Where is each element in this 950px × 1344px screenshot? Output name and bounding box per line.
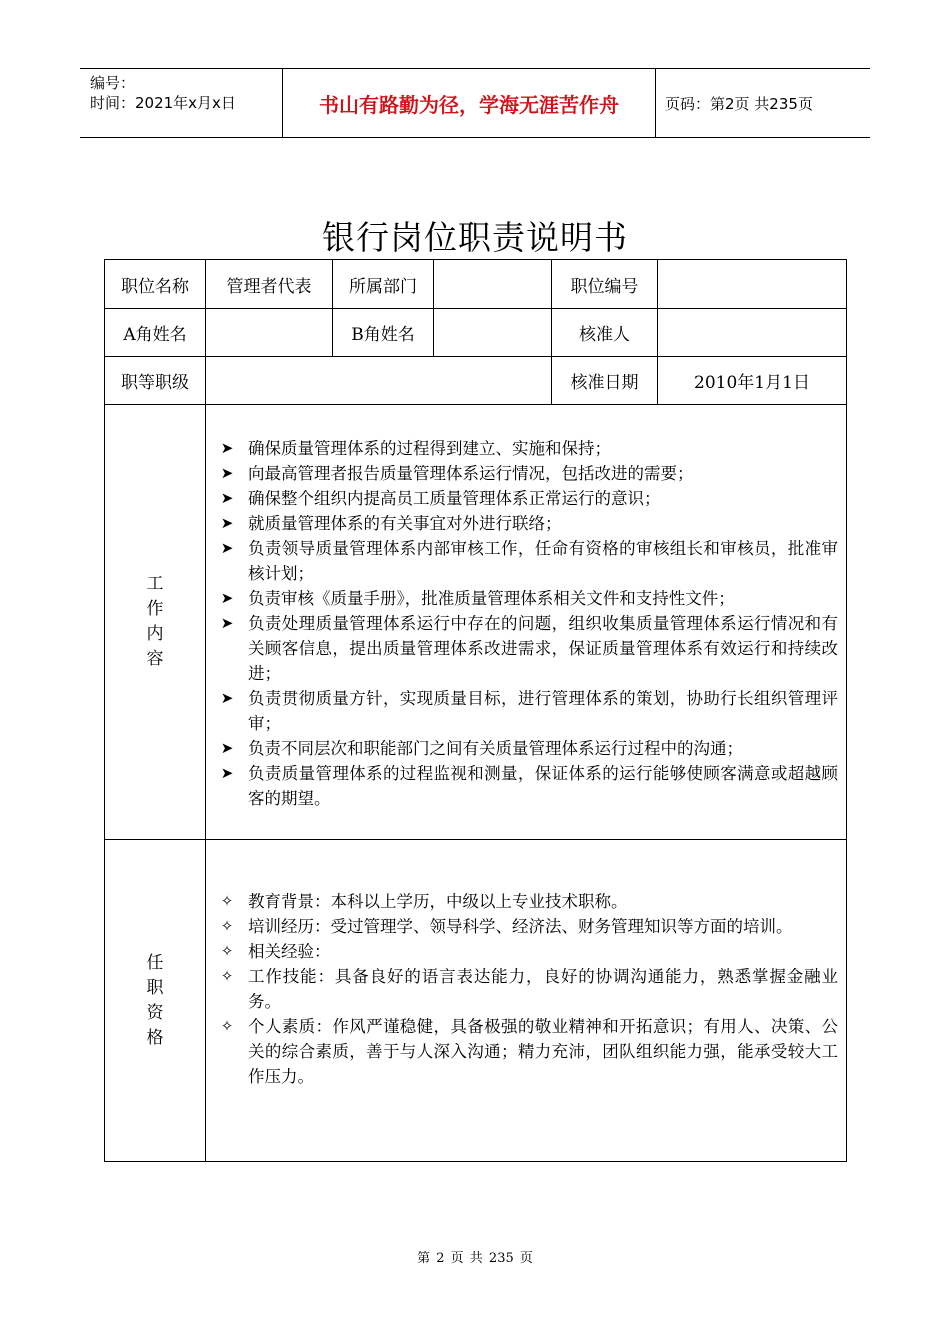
section-label-char: 格 <box>146 1027 164 1048</box>
arrowhead-bullet-icon: ➤ <box>220 614 234 632</box>
list-item: ✧ 相关经验： <box>206 939 846 964</box>
four-point-star-bullet-icon: ✧ <box>220 967 234 985</box>
header-motto: 书山有路勤为径，学海无涯苦作舟 <box>319 92 619 117</box>
list-item: ➤ 确保质量管理体系的过程得到建立、实施和保持； <box>206 436 846 461</box>
work-content-cell <box>206 405 847 840</box>
table-row <box>105 357 847 405</box>
four-point-star-bullet-icon: ✧ <box>220 917 234 935</box>
date-label: 时间：2021年x月x日 <box>90 94 236 112</box>
header-meta <box>90 73 280 113</box>
label-department: 所属部门 <box>333 260 434 309</box>
arrowhead-bullet-icon: ➤ <box>220 739 234 757</box>
arrowhead-bullet-icon: ➤ <box>220 589 234 607</box>
value-position-name: 管理者代表 <box>206 260 333 309</box>
list-item: ➤ 负责不同层次和职能部门之间有关质量管理体系运行过程中的沟通； <box>206 736 846 761</box>
header-divider <box>655 69 656 137</box>
list-item: ➤ 确保整个组织内提高员工质量管理体系正常运行的意识； <box>206 486 846 511</box>
section-label-char: 作 <box>146 599 164 619</box>
arrowhead-bullet-icon: ➤ <box>220 539 234 557</box>
four-point-star-bullet-icon: ✧ <box>220 1017 234 1035</box>
arrowhead-bullet-icon: ➤ <box>220 764 234 782</box>
section-label-char: 工 <box>146 574 164 594</box>
section-label-char: 任 <box>146 952 164 973</box>
arrowhead-bullet-icon: ➤ <box>220 464 234 482</box>
document-header <box>80 68 870 138</box>
doc-number-label: 编号： <box>90 74 136 92</box>
job-description-table <box>104 259 847 1162</box>
work-content-list <box>206 436 846 811</box>
list-item: ➤ 就质量管理体系的有关事宜对外进行联络； <box>206 511 846 536</box>
section-label-char: 职 <box>146 977 164 998</box>
arrowhead-bullet-icon: ➤ <box>220 439 234 457</box>
four-point-star-bullet-icon: ✧ <box>220 942 234 960</box>
table-row <box>105 260 847 309</box>
list-item: ➤ 负责质量管理体系的过程监视和测量，保证体系的运行能够使顾客满意或超越顾客的期望。 <box>206 761 846 811</box>
table-row <box>105 405 847 840</box>
four-point-star-bullet-icon: ✧ <box>220 892 234 910</box>
section-label-char: 内 <box>146 624 164 644</box>
section-label-work-content <box>105 405 206 840</box>
list-item: ✧ 工作技能：具备良好的语言表达能力，良好的协调沟通能力，熟悉掌握金融业务。 <box>206 964 846 1014</box>
label-approver: 核准人 <box>552 309 658 357</box>
qualifications-list <box>206 889 846 1089</box>
value-b-name <box>434 309 552 357</box>
value-department <box>434 260 552 309</box>
table-row <box>105 309 847 357</box>
list-item: ➤ 负责审核《质量手册》，批准质量管理体系相关文件和支持性文件； <box>206 586 846 611</box>
list-item: ➤ 向最高管理者报告质量管理体系运行情况，包括改进的需要； <box>206 461 846 486</box>
value-grade <box>206 357 552 405</box>
list-item: ✧ 教育背景：本科以上学历，中级以上专业技术职称。 <box>206 889 846 914</box>
qualifications-cell <box>206 840 847 1162</box>
list-item: ➤ 负责处理质量管理体系运行中存在的问题，组织收集质量管理体系运行情况和有关顾客信息，提出质量管理体系改进需求，保证质量管理体系有效运行和持续改进； <box>206 611 846 686</box>
label-position-name: 职位名称 <box>105 260 206 309</box>
label-grade: 职等职级 <box>105 357 206 405</box>
section-label-char: 容 <box>146 649 164 669</box>
label-a-name: A角姓名 <box>105 309 206 357</box>
list-item: ➤ 负责领导质量管理体系内部审核工作，任命有资格的审核组长和审核员，批准审核计划； <box>206 536 846 586</box>
label-b-name: B角姓名 <box>333 309 434 357</box>
label-position-code: 职位编号 <box>552 260 658 309</box>
arrowhead-bullet-icon: ➤ <box>220 689 234 707</box>
label-approve-date: 核准日期 <box>552 357 658 405</box>
arrowhead-bullet-icon: ➤ <box>220 514 234 532</box>
document-title: 银行岗位职责说明书 <box>322 218 628 257</box>
value-approve-date: 2010年1月1日 <box>658 357 847 405</box>
value-a-name <box>206 309 333 357</box>
table-row <box>105 840 847 1162</box>
page-footer: 第 2 页 共 235 页 <box>417 1251 533 1266</box>
section-label-qualifications <box>105 840 206 1162</box>
value-approver <box>658 309 847 357</box>
list-item: ✧ 培训经历：受过管理学、领导科学、经济法、财务管理知识等方面的培训。 <box>206 914 846 939</box>
list-item: ➤ 负责贯彻质量方针，实现质量目标，进行管理体系的策划，协助行长组织管理评审； <box>206 686 846 736</box>
section-label-char: 资 <box>146 1002 164 1023</box>
arrowhead-bullet-icon: ➤ <box>220 489 234 507</box>
value-position-code <box>658 260 847 309</box>
header-page-info: 页码：第2页 共235页 <box>665 94 813 113</box>
list-item: ✧ 个人素质：作风严谨稳健，具备极强的敬业精神和开拓意识；有用人、决策、公关的综合素质，善于与人深入沟通；精力充沛，团队组织能力强，能承受较大工作压力。 <box>206 1014 846 1089</box>
